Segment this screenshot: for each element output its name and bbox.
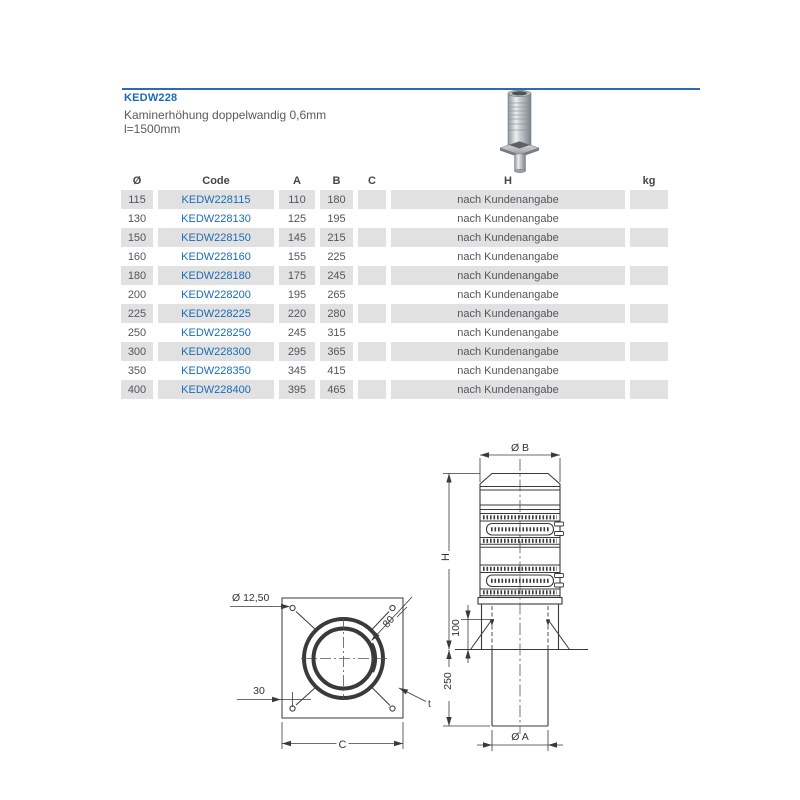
a-cell: 395 [279, 380, 315, 399]
c-cell [358, 190, 386, 209]
page-title: KEDW228 [124, 92, 178, 104]
h-cell: nach Kundenangabe [457, 250, 559, 263]
diameter-cell: 400 [121, 380, 153, 399]
b-cell: 465 [320, 380, 353, 399]
code-link[interactable]: KEDW228350 [181, 364, 251, 377]
a-cell: 145 [279, 228, 315, 247]
kg-cell [630, 380, 668, 399]
c-cell [358, 247, 386, 266]
b-cell: 415 [327, 364, 346, 377]
c-cell [358, 323, 386, 342]
column-header-a: A [293, 174, 301, 187]
c-cell [358, 342, 386, 361]
table-row [121, 247, 668, 266]
c-cell [358, 380, 386, 399]
code-link[interactable]: KEDW228200 [181, 288, 251, 301]
kg-cell [630, 342, 668, 361]
h-cell: nach Kundenangabe [391, 228, 625, 247]
b-cell: 215 [320, 228, 353, 247]
kg-cell [630, 228, 668, 247]
code-link[interactable]: KEDW228150 [158, 228, 274, 247]
a-cell: 110 [279, 190, 315, 209]
product-description [124, 108, 326, 136]
spec-table [116, 171, 673, 399]
c-cell [358, 304, 386, 323]
code-link[interactable]: KEDW228160 [181, 250, 251, 263]
hole-diameter-label: Ø 12,50 [232, 592, 270, 604]
b-cell: 265 [327, 288, 346, 301]
kg-cell [630, 304, 668, 323]
diameter-cell: 115 [121, 190, 153, 209]
kg-cell [630, 190, 668, 209]
b-cell: 280 [320, 304, 353, 323]
c-cell [358, 266, 386, 285]
column-header-h: H [504, 174, 512, 187]
height-label: H [440, 553, 452, 561]
c-cell [358, 285, 386, 304]
kg-cell [630, 209, 668, 228]
code-link[interactable]: KEDW228180 [158, 266, 274, 285]
kg-cell [630, 361, 668, 380]
inner-diameter-label: Ø A [511, 731, 529, 743]
side-view [443, 452, 589, 751]
column-header-diameter: Ø [132, 174, 142, 187]
code-link[interactable]: KEDW228250 [181, 326, 251, 339]
chimney-photo-group [500, 90, 539, 172]
diameter-cell: 250 [127, 326, 147, 339]
h-cell: nach Kundenangabe [391, 342, 625, 361]
code-link[interactable]: KEDW228225 [158, 304, 274, 323]
a-cell: 195 [287, 288, 307, 301]
c-cell [358, 228, 386, 247]
b-cell: 365 [320, 342, 353, 361]
a-cell: 345 [287, 364, 307, 377]
b-cell: 245 [320, 266, 353, 285]
outer-diameter-label: Ø B [510, 442, 530, 454]
product-photo [495, 88, 595, 183]
a-cell: 220 [279, 304, 315, 323]
b-cell: 315 [327, 326, 346, 339]
diameter-cell: 150 [121, 228, 153, 247]
table-row [121, 380, 668, 399]
a-cell: 155 [287, 250, 307, 263]
a-cell: 175 [279, 266, 315, 285]
table-row [121, 304, 668, 323]
code-link[interactable]: KEDW228300 [158, 342, 274, 361]
c-cell [358, 361, 386, 380]
column-header-b: B [332, 174, 341, 187]
diameter-cell: 130 [127, 212, 147, 225]
h-cell: nach Kundenangabe [457, 212, 559, 225]
kg-cell [630, 323, 668, 342]
table-row [121, 190, 668, 209]
kg-cell [630, 285, 668, 304]
c-cell [358, 209, 386, 228]
thickness-label: t [428, 699, 431, 710]
b-cell: 225 [327, 250, 346, 263]
b-cell: 195 [327, 212, 346, 225]
diameter-cell: 200 [127, 288, 147, 301]
code-link[interactable]: KEDW228130 [181, 212, 251, 225]
h-cell: nach Kundenangabe [391, 304, 625, 323]
h-cell: nach Kundenangabe [391, 190, 625, 209]
table-row [121, 361, 668, 380]
diameter-cell: 300 [121, 342, 153, 361]
diameter-cell: 160 [127, 250, 147, 263]
dim-100-label: 100 [450, 619, 462, 637]
header-divider-line [122, 88, 700, 90]
kg-cell [630, 247, 668, 266]
b-cell: 180 [320, 190, 353, 209]
code-link[interactable]: KEDW228115 [158, 190, 274, 209]
diameter-cell: 180 [121, 266, 153, 285]
technical-drawing [220, 430, 610, 775]
h-cell: nach Kundenangabe [391, 380, 625, 399]
a-cell: 295 [279, 342, 315, 361]
table-row [121, 342, 668, 361]
h-cell: nach Kundenangabe [457, 364, 559, 377]
a-cell: 125 [287, 212, 307, 225]
table-row [121, 228, 668, 247]
dim-80-label: 80 [380, 613, 398, 631]
diameter-cell: 225 [121, 304, 153, 323]
column-header-c: C [368, 174, 376, 187]
table-header-row [121, 171, 668, 190]
table-row [121, 323, 668, 342]
code-link[interactable]: KEDW228400 [158, 380, 274, 399]
top-view [230, 597, 426, 750]
dim-30-label: 30 [253, 685, 265, 697]
column-header-code: Code [202, 174, 230, 187]
description-line-1: Kaminerhöhung doppelwandig 0,6mm [124, 108, 327, 122]
description-line-2: l=1500mm [124, 122, 181, 136]
kg-cell [630, 266, 668, 285]
diameter-cell: 350 [127, 364, 147, 377]
dim-250-label: 250 [442, 672, 454, 690]
h-cell: nach Kundenangabe [457, 288, 559, 301]
table-row [121, 209, 668, 228]
h-cell: nach Kundenangabe [457, 326, 559, 339]
h-cell: nach Kundenangabe [391, 266, 625, 285]
a-cell: 245 [287, 326, 307, 339]
plate-width-label: C [338, 739, 347, 751]
column-header-kg: kg [642, 174, 656, 187]
table-row [121, 285, 668, 304]
table-row [121, 266, 668, 285]
